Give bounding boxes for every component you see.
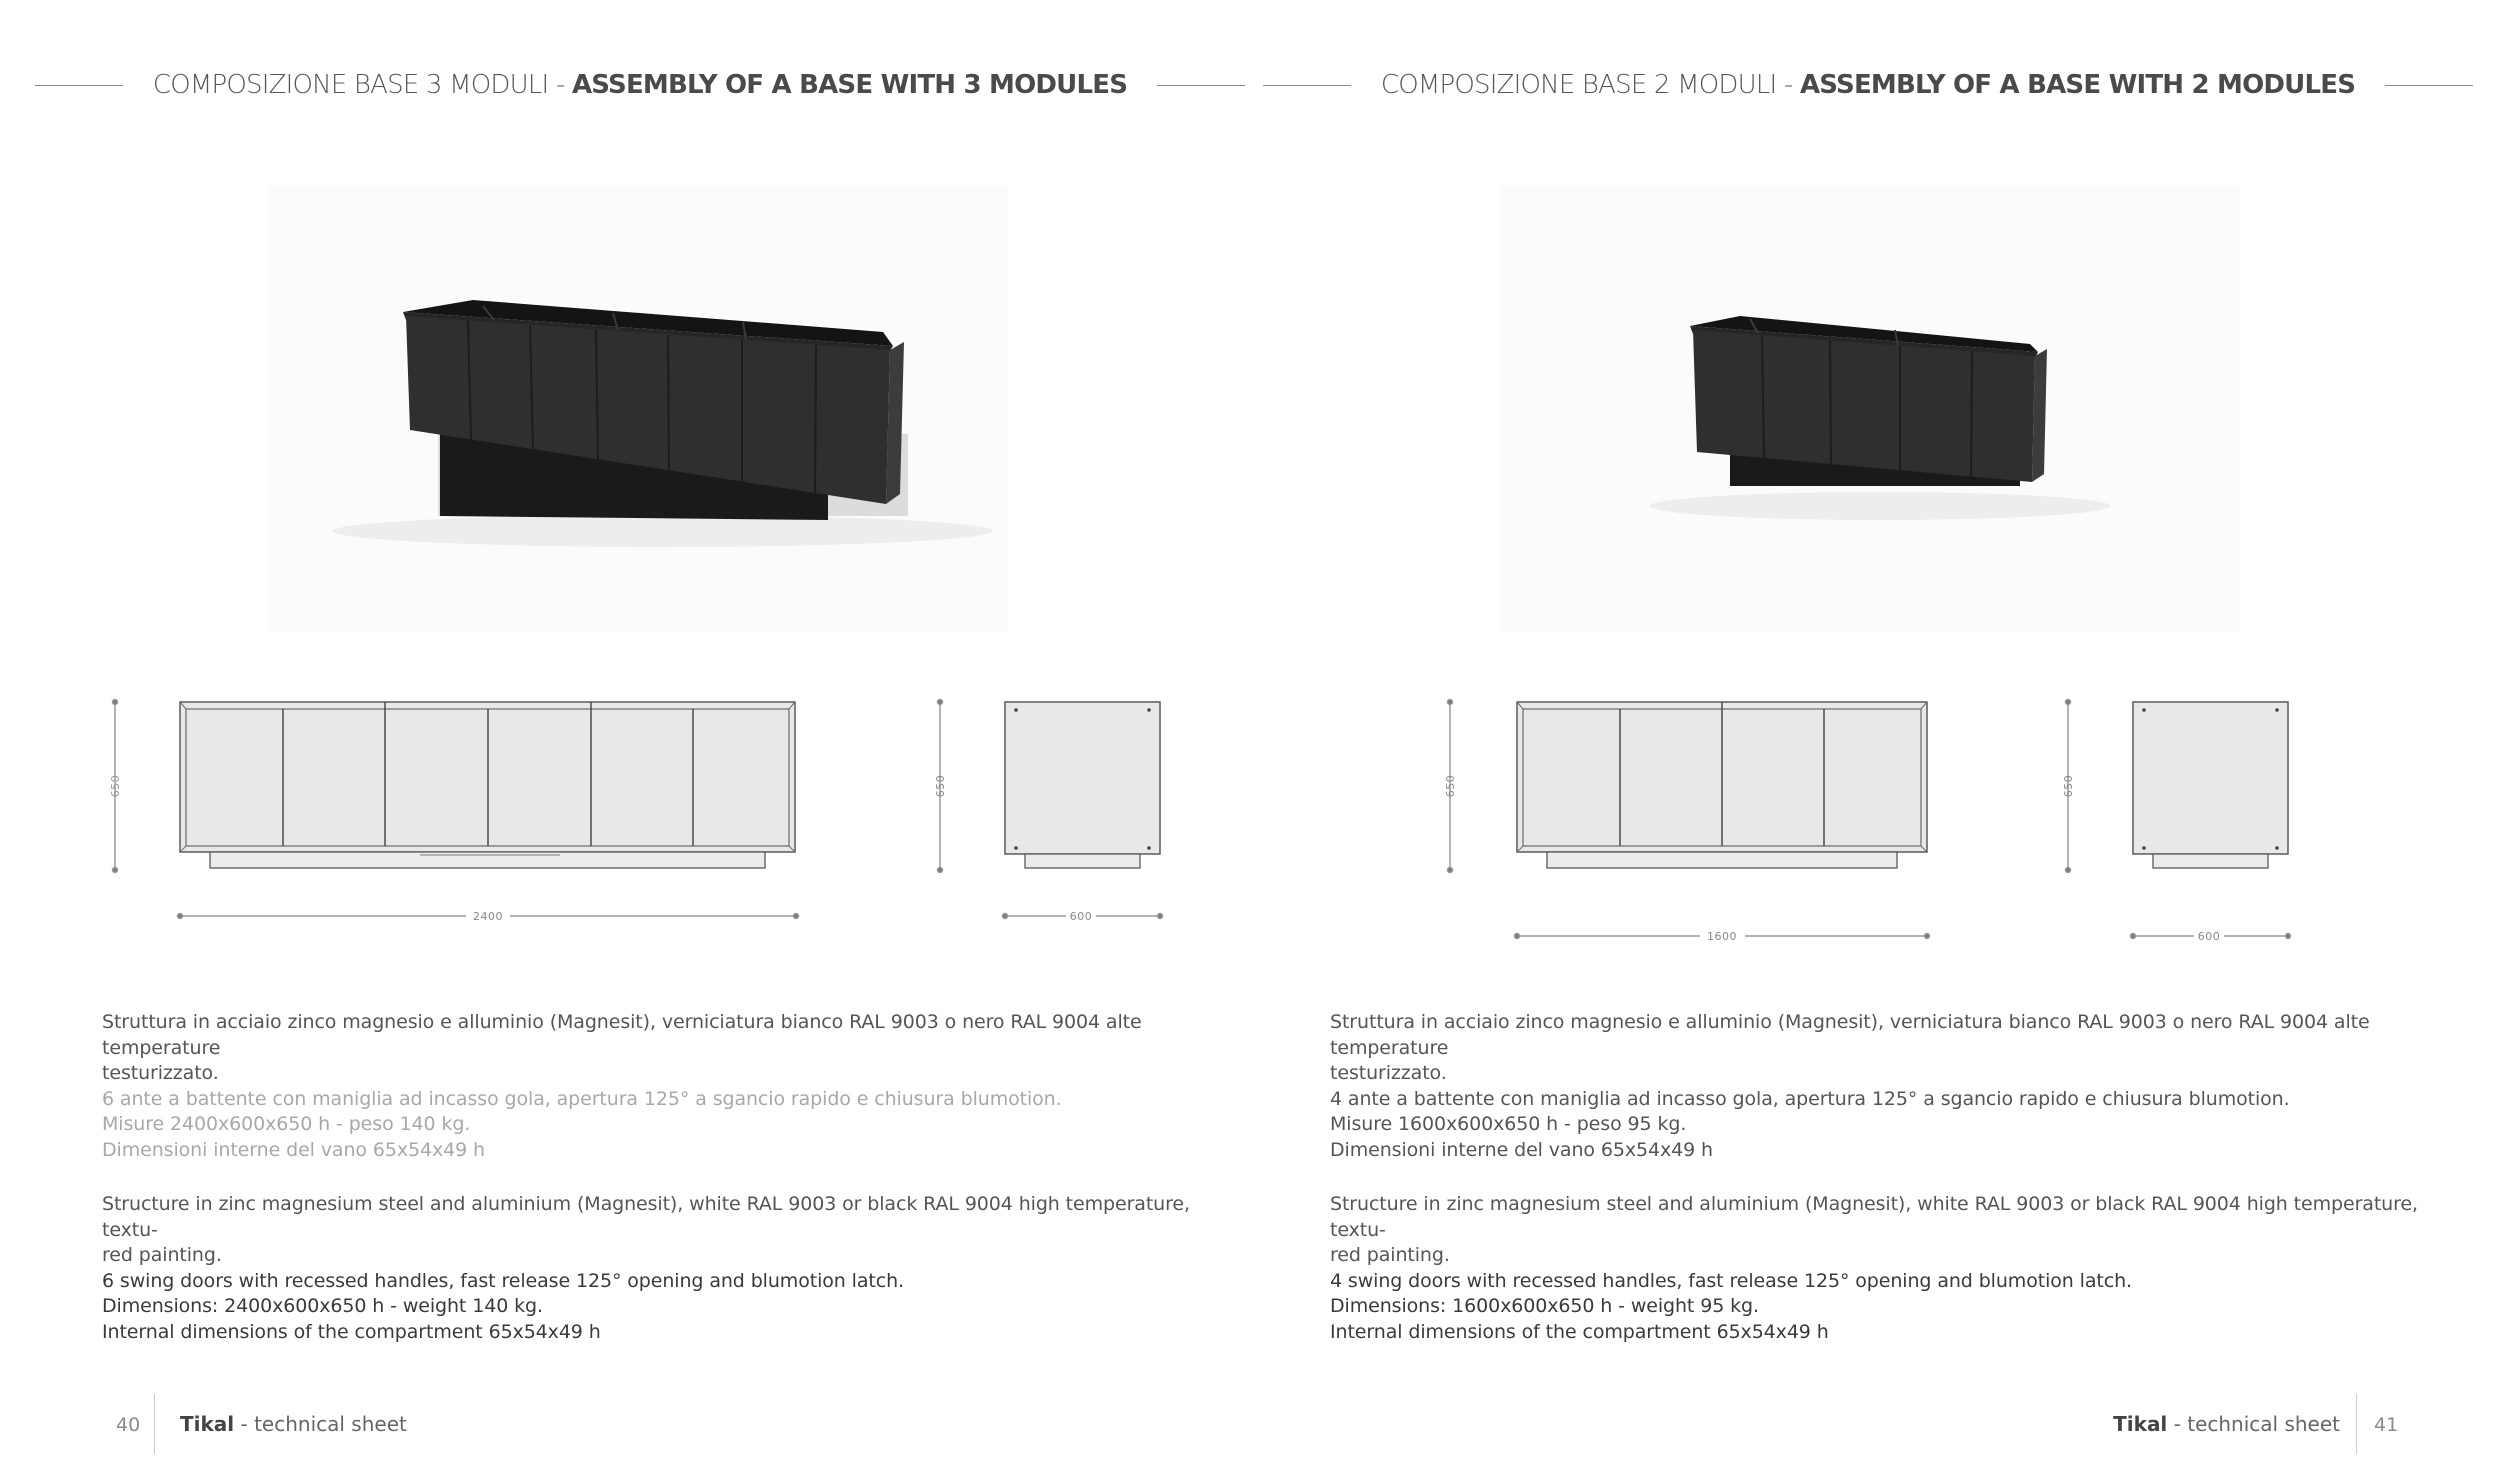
description-line: testurizzato. xyxy=(1330,1062,1447,1084)
description-english xyxy=(1330,1192,2430,1345)
height-label-side: 650 xyxy=(934,774,947,798)
width-label-front: 1600 xyxy=(1707,930,1737,943)
footer-divider xyxy=(2356,1394,2357,1454)
section-heading xyxy=(102,60,1178,110)
depth-label-side: 600 xyxy=(1069,910,1093,923)
page-number: 41 xyxy=(2374,1414,2399,1436)
page-number: 40 xyxy=(116,1414,141,1436)
description-line: red painting. xyxy=(1330,1244,1450,1266)
description-line: Dimensions: 1600x600x650 h - weight 95 kg. xyxy=(1330,1295,1759,1317)
front-view xyxy=(1517,702,1927,868)
cabinet-3-modules-image xyxy=(268,186,1008,632)
description-line: 6 swing doors with recessed handles, fast release 125° opening and blumotion latch. xyxy=(102,1269,904,1292)
description-line: Internal dimensions of the compartment 65x54x49 h xyxy=(102,1320,601,1343)
description-line: Misure 2400x600x650 h - peso 140 kg. xyxy=(102,1113,471,1135)
height-label-side: 650 xyxy=(2062,774,2075,798)
description-line: Struttura in acciaio zinco magnesio e alluminio (Magnesit), verniciatura bianco RAL 9003 o nero RAL 9004 alte temperature xyxy=(102,1011,1142,1059)
product-render-2-modules xyxy=(1500,186,2240,632)
brand-name: Tikal xyxy=(180,1412,235,1436)
product-render-3-modules xyxy=(268,186,1008,632)
description-line: Dimensions: 2400x600x650 h - weight 140 kg. xyxy=(102,1295,543,1317)
heading-italian: COMPOSIZIONE BASE 3 MODULI - xyxy=(152,70,572,100)
side-view xyxy=(2133,702,2288,868)
technical-drawing-svg xyxy=(1250,680,2500,970)
description-line: 4 swing doors with recessed handles, fast release 125° opening and blumotion latch. xyxy=(1330,1269,2132,1292)
front-view xyxy=(180,702,795,868)
description-italian xyxy=(1330,1010,2430,1163)
right-page xyxy=(1250,0,2500,1480)
footer-divider xyxy=(154,1394,155,1454)
brand-suffix: - technical sheet xyxy=(2167,1412,2340,1436)
heading-text xyxy=(1381,70,2355,100)
description-line: red painting. xyxy=(102,1244,222,1266)
description-english xyxy=(102,1192,1202,1345)
height-label-front: 650 xyxy=(109,774,122,798)
description-line: Dimensioni interne del vano 65x54x49 h xyxy=(1330,1138,1713,1161)
heading-rule-right xyxy=(1157,85,1245,86)
page-footer xyxy=(2000,1394,2500,1454)
footer-brand xyxy=(2113,1412,2340,1436)
description-italian xyxy=(102,1010,1202,1163)
technical-drawing xyxy=(1250,680,2500,970)
section-heading xyxy=(1330,60,2406,110)
brand-suffix: - technical sheet xyxy=(234,1412,407,1436)
description-line: Struttura in acciaio zinco magnesio e alluminio (Magnesit), verniciatura bianco RAL 9003 o nero RAL 9004 alte temperature xyxy=(1330,1011,2370,1059)
description-line: testurizzato. xyxy=(102,1062,219,1084)
description-line: Dimensioni interne del vano 65x54x49 h xyxy=(102,1138,485,1161)
description-line: Structure in zinc magnesium steel and aluminium (Magnesit), white RAL 9003 or black RAL 9004 high temperature, textu- xyxy=(102,1193,1190,1241)
footer-brand xyxy=(180,1412,407,1436)
cabinet-2-modules-image xyxy=(1500,186,2240,632)
description-line: Misure 1600x600x650 h - peso 95 kg. xyxy=(1330,1113,1687,1135)
heading-rule-left xyxy=(35,85,123,86)
heading-italian: COMPOSIZIONE BASE 2 MODULI - xyxy=(1380,70,1800,100)
description-line: Structure in zinc magnesium steel and aluminium (Magnesit), white RAL 9003 or black RAL 9004 high temperature, textu- xyxy=(1330,1193,2418,1241)
brand-name: Tikal xyxy=(2113,1412,2168,1436)
depth-label-side: 600 xyxy=(2197,930,2221,943)
width-label-front: 2400 xyxy=(473,910,503,923)
technical-drawing-svg xyxy=(0,680,1250,970)
description-line: Internal dimensions of the compartment 65x54x49 h xyxy=(1330,1320,1829,1343)
heading-rule-right xyxy=(2385,85,2473,86)
heading-rule-left xyxy=(1263,85,1351,86)
heading-english: ASSEMBLY OF A BASE WITH 2 MODULES xyxy=(1799,70,2356,100)
page-footer xyxy=(0,1394,500,1454)
height-label-front: 650 xyxy=(1444,774,1457,798)
side-view xyxy=(1005,702,1160,868)
description-line: 4 ante a battente con maniglia ad incasso gola, apertura 125° a sgancio rapido e chiusura blumotion. xyxy=(1330,1087,2290,1110)
technical-drawing xyxy=(0,680,1250,970)
heading-text xyxy=(153,70,1127,100)
heading-english: ASSEMBLY OF A BASE WITH 3 MODULES xyxy=(571,70,1128,100)
description-line: 6 ante a battente con maniglia ad incasso gola, apertura 125° a sgancio rapido e chiusura blumotion. xyxy=(102,1087,1062,1110)
